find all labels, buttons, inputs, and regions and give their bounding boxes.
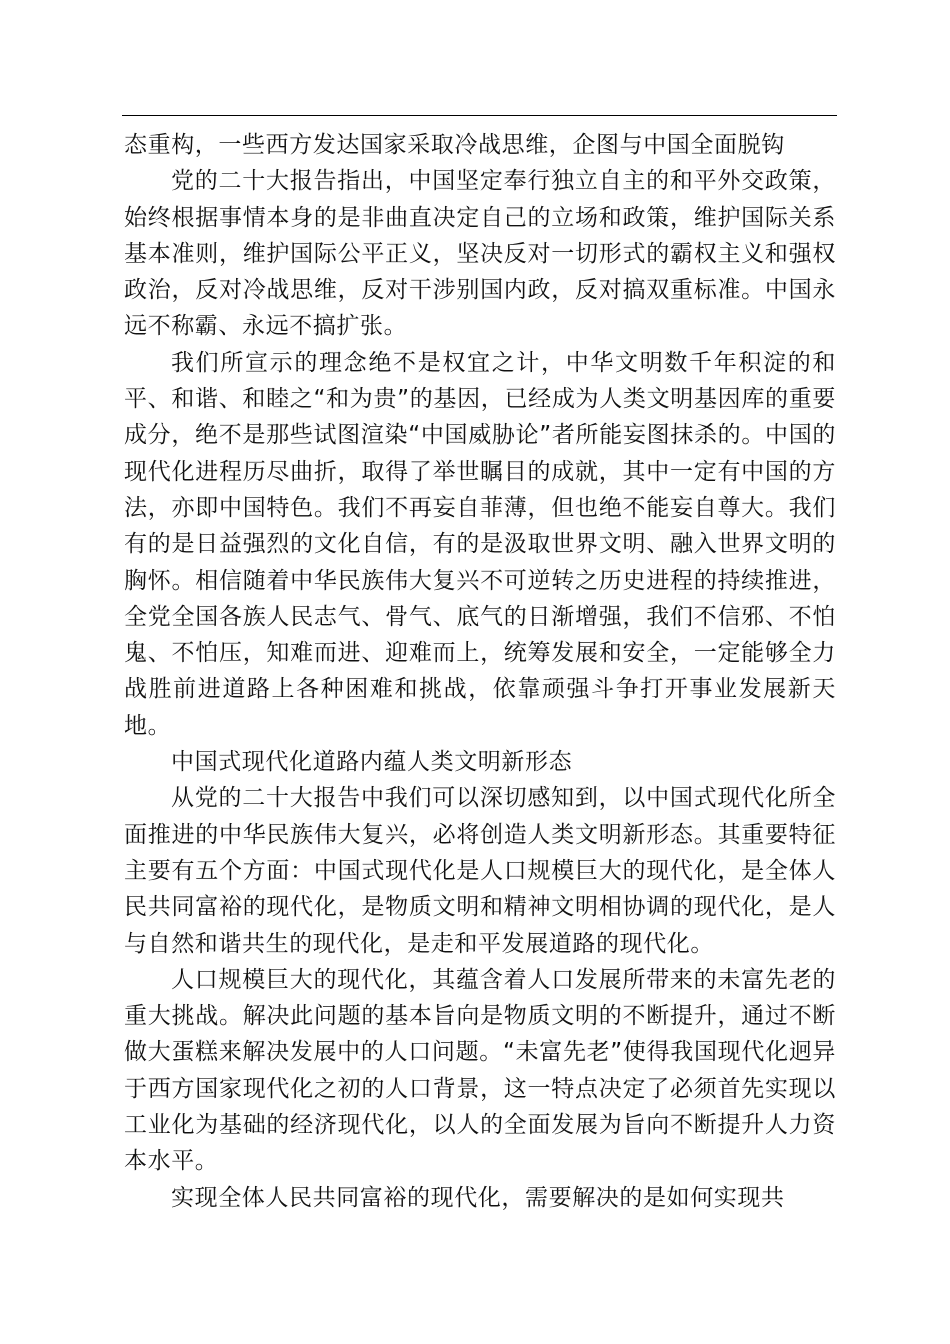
paragraph-2: 党的二十大报告指出，中国坚定奉行独立自主的和平外交政策，始终根据事情本身的是非曲直决定自己的立场和政策，维护国际关系基本准则，维护国际公平正义，坚决反对一切形式的霸权主义和强权政治，反对冷战思维，反对干涉别国内政，反对搞双重标准。中国永远不称霸、永远不搞扩张。 <box>124 168 836 340</box>
document-body <box>124 127 836 1216</box>
section-heading: 中国式现代化道路内蕴人类文明新形态 <box>171 749 573 776</box>
paragraph-3: 我们所宣示的理念绝不是权宜之计，中华文明数千年积淀的和平、和谐、和睦之“和为贵”的基因，已经成为人类文明基因库的重要成分，绝不是那些试图渲染“中国威胁论”者所能妄图抹杀的。中国的现代化进程历尽曲折，取得了举世瞩目的成就，其中一定有中国的方法，亦即中国特色。我们不再妄自菲薄，但也绝不能妄自尊大。我们有的是日益强烈的文化自信，有的是汲取世界文明、融入世界文明的胸怀。相信随着中华民族伟大复兴不可逆转之历史进程的持续推进，全党全国各族人民志气、骨气、底气的日渐增强，我们不信邪、不怕鬼、不怕压，知难而进、迎难而上，统筹发展和安全，一定能够全力战胜前进道路上各种困难和挑战，依靠顽强斗争打开事业发展新天地。 <box>124 349 836 739</box>
paragraph-4: 从党的二十大报告中我们可以深切感知到，以中国式现代化所全面推进的中华民族伟大复兴，必将创造人类文明新形态。其重要特征主要有五个方面：中国式现代化是人口规模巨大的现代化，是全体人民共同富裕的现代化，是物质文明和精神文明相协调的现代化，是人与自然和谐共生的现代化，是走和平发展道路的现代化。 <box>124 785 836 957</box>
paragraph-1: 态重构，一些西方发达国家采取冷战思维，企图与中国全面脱钩 <box>124 132 785 158</box>
paragraph-5: 人口规模巨大的现代化，其蕴含着人口发展所带来的未富先老的重大挑战。解决此问题的基本旨向是物质文明的不断提升，通过不断做大蛋糕来解决发展中的人口问题。“未富先老”使得我国现代化迥异于西方国家现代化之初的人口背景，这一特点决定了必须首先实现以工业化为基础的经济现代化，以人的全面发展为旨向不断提升人力资本水平。 <box>124 966 836 1175</box>
paragraph-6: 实现全体人民共同富裕的现代化，需要解决的是如何实现共 <box>171 1184 785 1211</box>
header-rule <box>122 115 837 116</box>
